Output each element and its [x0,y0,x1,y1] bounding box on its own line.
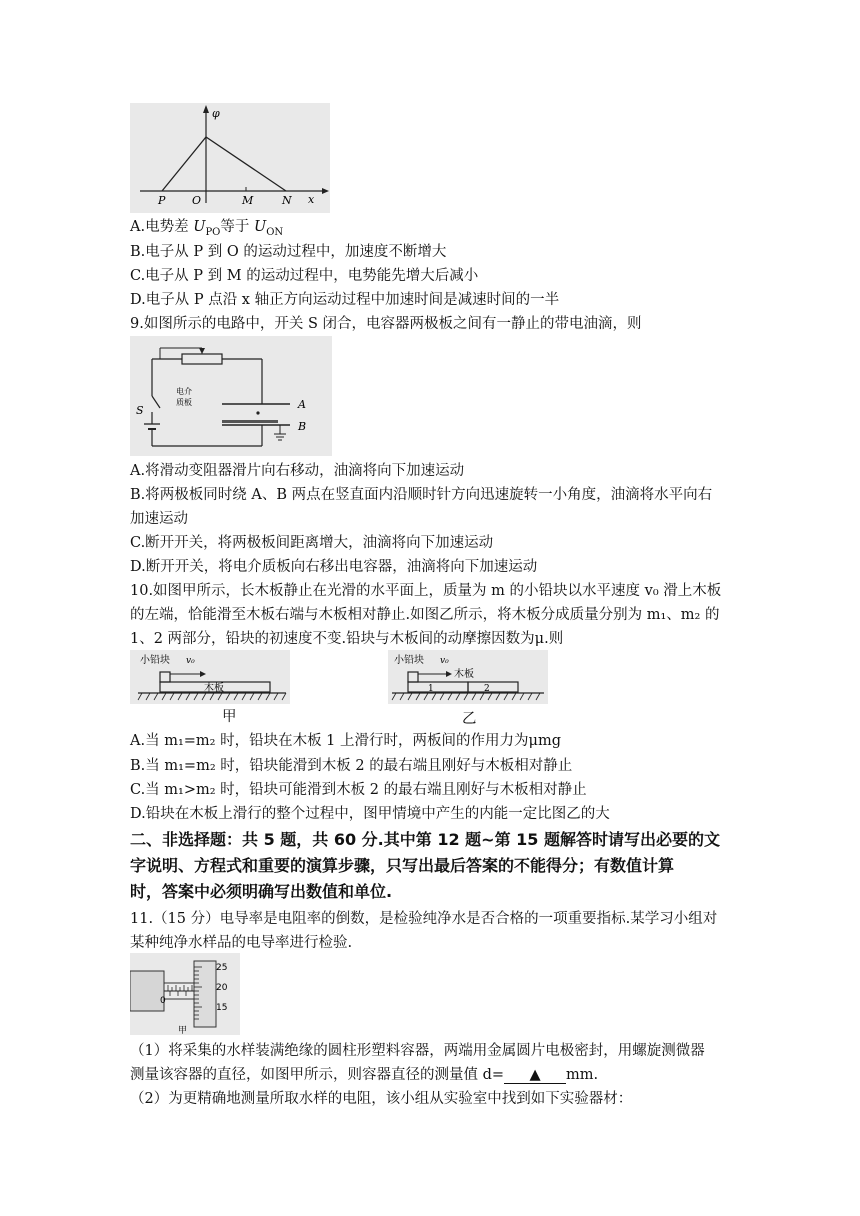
switch-s-label: S [136,404,144,417]
q8-option-b: B.电子从 P 到 O 的运动过程中，加速度不断增大 [130,244,447,260]
q9-option-a: A.将滑动变阻器滑片向右移动，油滴将向下加速运动 [130,463,465,479]
board-figure-right [388,650,548,704]
circuit-svg [130,336,332,456]
q10-option-c: C.当 m₁>m₂ 时，铅块可能滑到木板 2 的最右端且刚好与木板相对静止 [130,782,587,798]
thimble-tick-15: 15 [216,1003,228,1013]
q10-stem-line2: 的左端，恰能滑至木板右端与木板相对静止.如图乙所示，将木板分成质量分别为 m₁、m₂ 的 [130,607,720,623]
section2-heading-line1: 二、非选择题：共 5 题，共 60 分.其中第 12 题~第 15 题解答时请写出必要的文 [130,830,720,849]
q8-option-a-text: A.电势差 [130,219,194,235]
point-n-label: N [282,194,292,207]
board-figure-left [130,650,290,704]
q8-option-a [130,217,283,243]
q8-option-d: D.电子从 P 点沿 x 轴正方向运动过程中加速时间是减速时间的一半 [130,292,560,308]
section2-heading-line3: 时，答案中必须明确写出数值和单位. [130,882,393,901]
q9-stem: 9.如图所示的电路中，开关 S 闭合，电容器两极板之间有一静止的带电油滴，则 [130,316,642,332]
board-right-svg [388,650,548,704]
micrometer-svg [130,953,240,1035]
dielectric-label-2: 质板 [176,398,192,407]
q11-part1-line1: （1）将采集的水样装满绝缘的圆柱形塑料容器，两端用金属圆片电极密封，用螺旋测微器 [130,1043,705,1059]
q9-option-c: C.断开开关，将两极板间距离增大，油滴将向下加速运动 [130,535,494,551]
axis-phi-label: φ [212,107,220,120]
board-part-2-label: 2 [484,684,490,694]
u-symbol: U [193,219,206,235]
answer-blank-d[interactable]: ▲ [504,1067,566,1084]
block-label-right: 小铅块 [394,655,424,666]
q10-option-b: B.当 m₁=m₂ 时，铅块能滑到木板 2 的最右端且刚好与木板相对静止 [130,758,573,774]
plate-b-label: B [298,420,307,433]
q10-option-d: D.铅块在木板上滑行的整个过程中，图甲情境中产生的内能一定比图乙的大 [130,806,610,822]
plate-a-label: A [298,398,306,411]
axis-x-label: x [308,193,315,206]
micrometer-caption: 甲 [178,1026,188,1035]
q8-option-a-mid: 等于 [220,219,254,235]
micrometer-figure [130,953,240,1035]
potential-graph-figure [130,103,330,213]
u-symbol-2: U [253,219,267,235]
u-sub-on: ON [266,226,284,238]
board-part-1-label: 1 [428,684,434,694]
caption-left: 甲 [222,709,237,725]
q9-option-b-line2: 加速运动 [130,511,188,527]
velocity-label-left: v₀ [186,656,195,666]
point-m-label: M [242,194,254,207]
board-left-svg [130,650,290,704]
board-label-right: 木板 [454,669,474,680]
block-label-left: 小铅块 [140,655,170,666]
q11-part1-line2-text: 测量该容器的直径，如图甲所示，则容器直径的测量值 d= [130,1067,505,1083]
caption-right: 乙 [462,711,477,727]
circuit-figure [130,336,332,456]
q10-stem-line1: 10.如图甲所示，长木板静止在光滑的水平面上，质量为 m 的小铅块以水平速度 v₀ 滑上木板 [130,583,722,599]
section2-heading-line2: 字说明、方程式和重要的演算步骤，只写出最后答案的不能得分；有数值计算 [130,856,675,875]
thimble-tick-20: 20 [216,983,228,993]
q9-option-b-line1: B.将两极板同时绕 A、B 两点在竖直面内沿顺时针方向迅速旋转一小角度，油滴将水平向右 [130,487,713,503]
q8-option-c: C.电子从 P 到 M 的运动过程中，电势能先增大后减小 [130,268,479,284]
q10-stem-line3: 1、2 两部分，铅块的初速度不变.铅块与木板间的动摩擦因数为μ.则 [130,631,564,647]
u-sub-po: PO [205,226,221,238]
q10-option-a: A.当 m₁=m₂ 时，铅块在木板 1 上滑行时，两板间的作用力为μmg [130,733,561,749]
sleeve-zero: 0 [160,996,166,1006]
q9-option-d: D.断开开关，将电介质板向右移出电容器，油滴将向下加速运动 [130,559,538,575]
velocity-label-right: v₀ [440,656,449,666]
point-p-label: P [158,194,166,207]
q11-part1-line2 [130,1065,598,1085]
q11-stem-line1: 11.（15 分）电导率是电阻率的倒数，是检验纯净水是否合格的一项重要指标.某学习小组对 [130,911,718,927]
q11-part2: （2）为更精确地测量所取水样的电阻，该小组从实验室中找到如下实验器材： [130,1091,633,1107]
unit-mm: mm. [566,1067,599,1083]
thimble-tick-25: 25 [216,963,228,973]
potential-graph-svg [130,103,330,213]
point-o-label: O [192,194,202,207]
q11-stem-line2: 某种纯净水样品的电导率进行检验. [130,935,353,951]
dielectric-label-1: 电介 [176,387,192,396]
board-label-left: 木板 [204,683,224,694]
